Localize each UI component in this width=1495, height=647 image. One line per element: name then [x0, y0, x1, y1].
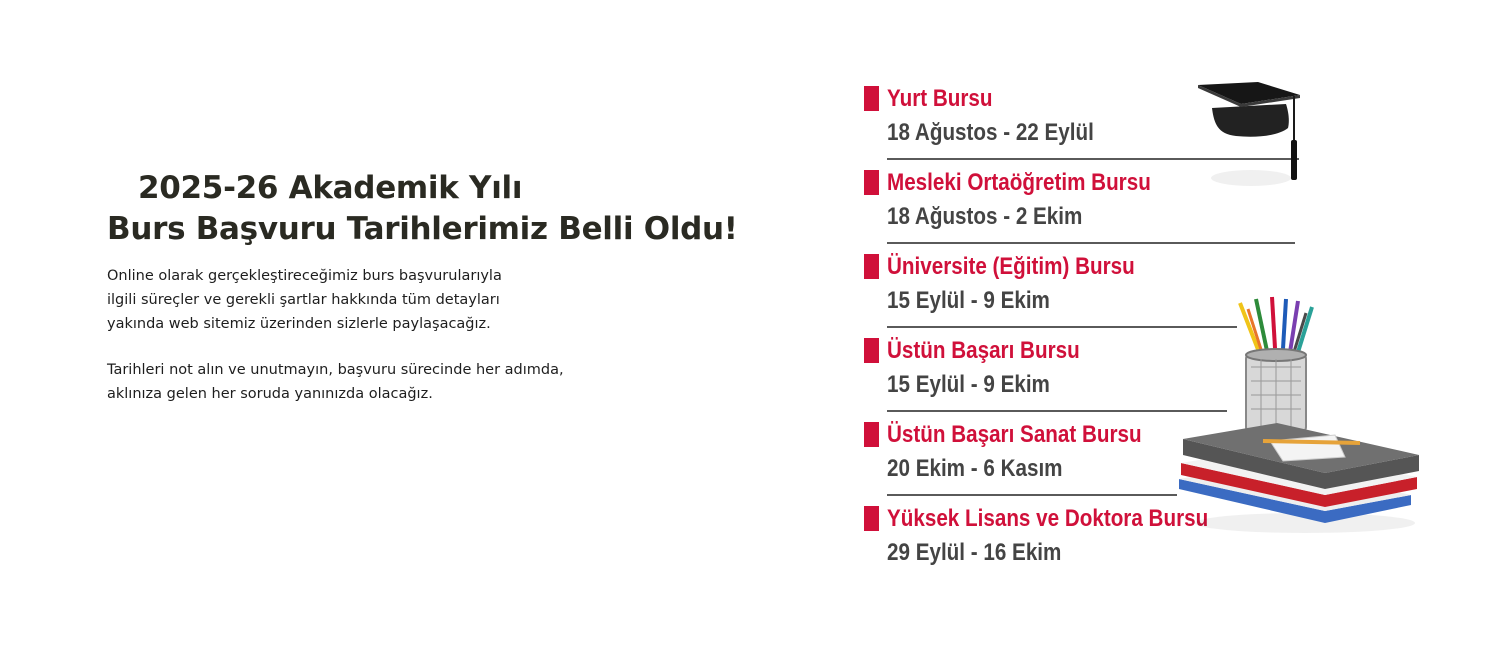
- red-marker: [864, 86, 879, 111]
- red-marker: [864, 338, 879, 363]
- book-stack-icon: [1175, 415, 1425, 535]
- scholarship-name: Üstün Başarı Bursu: [887, 337, 1080, 364]
- scholarship-dates: 18 Ağustos - 22 Eylül: [887, 119, 1094, 146]
- title-line-year: 2025-26 Akademik Yılı: [138, 170, 523, 206]
- scholarship-dates: 18 Ağustos - 2 Ekim: [887, 203, 1083, 230]
- paragraph-line: Tarihleri not alın ve unutmayın, başvuru sürecinde her adımda,: [107, 362, 564, 378]
- graduation-cap-icon: [1196, 80, 1306, 190]
- page-title: [107, 168, 747, 250]
- scholarship-dates: 15 Eylül - 9 Ekim: [887, 371, 1050, 398]
- scholarship-name: Yüksek Lisans ve Doktora Bursu: [887, 505, 1209, 532]
- scholarship-dates: 15 Eylül - 9 Ekim: [887, 287, 1050, 314]
- divider: [887, 326, 1237, 328]
- divider: [887, 410, 1227, 412]
- divider: [887, 494, 1177, 496]
- title-line-main: Burs Başvuru Tarihlerimiz Belli Oldu!: [107, 211, 738, 247]
- scholarship-name: Üstün Başarı Sanat Bursu: [887, 421, 1142, 448]
- reminder-paragraph: [107, 358, 747, 406]
- intro-paragraph: [107, 264, 747, 336]
- announcement: [107, 168, 747, 406]
- red-marker: [864, 422, 879, 447]
- scholarship-dates: 20 Ekim - 6 Kasım: [887, 455, 1063, 482]
- paragraph-line: aklınıza gelen her soruda yanınızda olacağız.: [107, 386, 433, 402]
- paragraph-line: Online olarak gerçekleştireceğimiz burs başvurularıyla: [107, 268, 502, 284]
- red-marker: [864, 506, 879, 531]
- red-marker: [864, 254, 879, 279]
- scholarship-dates: 29 Eylül - 16 Ekim: [887, 539, 1062, 566]
- red-marker: [864, 170, 879, 195]
- paragraph-line: ilgili süreçler ve gerekli şartlar hakkında tüm detayları: [107, 292, 500, 308]
- scholarship-name: Yurt Bursu: [887, 85, 993, 112]
- paragraph-line: yakında web sitemiz üzerinden sizlerle paylaşacağız.: [107, 316, 491, 332]
- scholarship-name: Üniversite (Eğitim) Bursu: [887, 253, 1135, 280]
- scholarship-name: Mesleki Ortaöğretim Bursu: [887, 169, 1151, 196]
- divider: [887, 242, 1295, 244]
